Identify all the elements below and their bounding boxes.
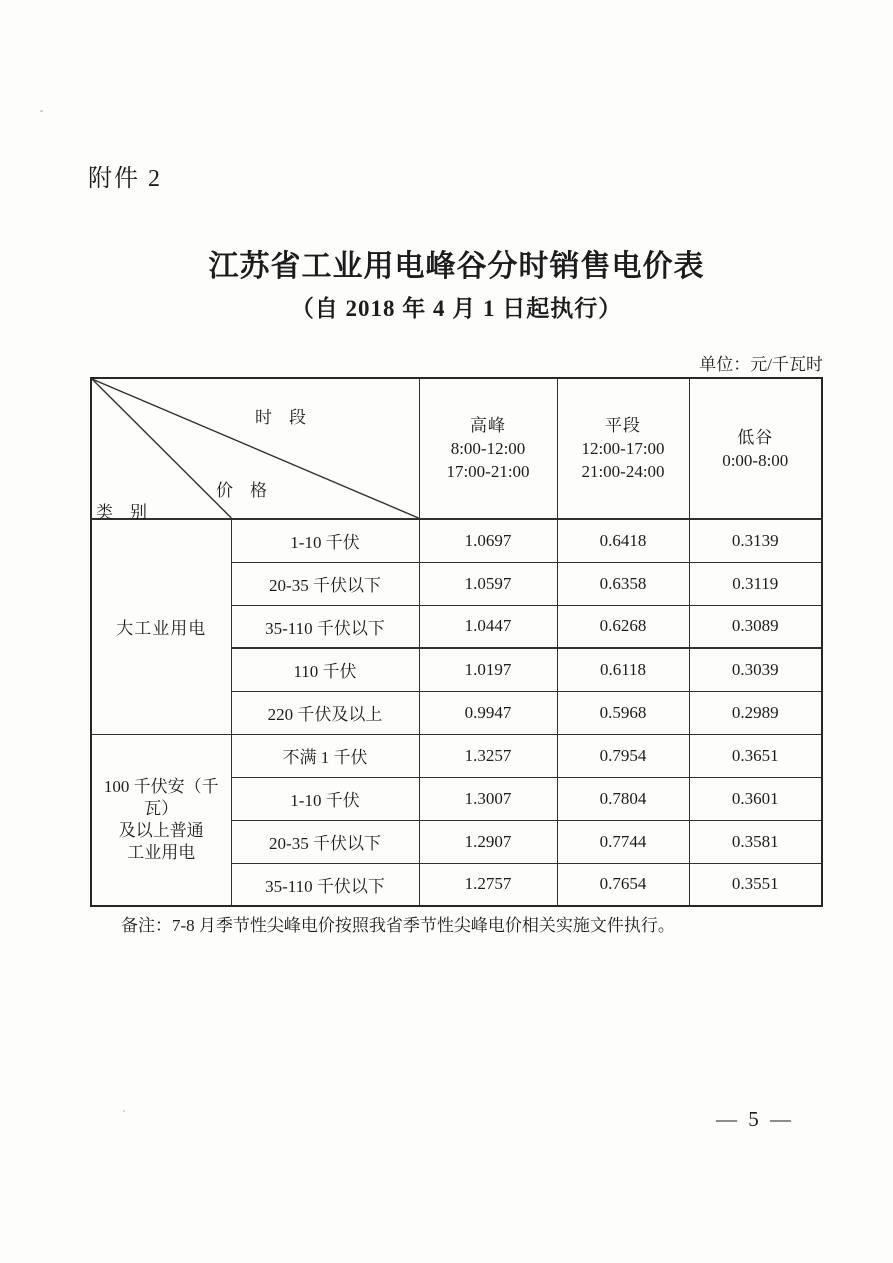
voltage-tier-label: 220 千伏及以上 bbox=[231, 691, 419, 734]
price-peak: 1.0597 bbox=[419, 562, 557, 605]
price-peak: 1.0697 bbox=[419, 519, 557, 562]
column-time-range: 21:00-24:00 bbox=[581, 462, 665, 481]
category-cell-large-industry: 大工业用电 bbox=[91, 519, 231, 734]
document-subtitle: （自 2018 年 4 月 1 日起执行） bbox=[290, 296, 623, 321]
voltage-tier-label: 110 千伏 bbox=[231, 648, 419, 691]
price-valley: 0.3139 bbox=[689, 519, 822, 562]
price-peak: 1.2757 bbox=[419, 863, 557, 906]
voltage-tier-label: 35-110 千伏以下 bbox=[231, 863, 419, 906]
table-row bbox=[91, 734, 822, 777]
voltage-tier-label: 1-10 千伏 bbox=[231, 519, 419, 562]
price-peak: 1.2907 bbox=[419, 820, 557, 863]
price-valley: 0.3601 bbox=[689, 777, 822, 820]
price-valley: 0.3119 bbox=[689, 562, 822, 605]
column-time-range: 17:00-21:00 bbox=[446, 462, 530, 481]
price-flat: 0.6358 bbox=[557, 562, 689, 605]
price-valley: 0.3039 bbox=[689, 648, 822, 691]
unit-label: 单位：元/千瓦时 bbox=[699, 355, 823, 374]
category-line: 100 千伏安（千瓦） bbox=[103, 776, 219, 818]
price-flat: 0.6268 bbox=[557, 605, 689, 648]
column-header-valley bbox=[689, 378, 822, 519]
column-name: 平段 bbox=[605, 416, 641, 435]
price-valley: 0.2989 bbox=[689, 691, 822, 734]
price-flat: 0.6118 bbox=[557, 648, 689, 691]
price-flat: 0.7954 bbox=[557, 734, 689, 777]
table-row bbox=[91, 519, 822, 562]
column-header-peak bbox=[419, 378, 557, 519]
document-title: 江苏省工业用电峰谷分时销售电价表 bbox=[208, 250, 705, 283]
column-name: 低谷 bbox=[737, 427, 774, 447]
column-time-range: 0:00-8:00 bbox=[722, 450, 789, 470]
column-header-flat bbox=[557, 378, 689, 519]
price-valley: 0.3551 bbox=[689, 863, 822, 906]
column-name: 高峰 bbox=[470, 416, 506, 435]
price-valley: 0.3651 bbox=[689, 734, 822, 777]
category-cell-ordinary-industry bbox=[91, 734, 231, 906]
scan-speckle bbox=[40, 110, 43, 112]
voltage-tier-label: 35-110 千伏以下 bbox=[231, 605, 419, 648]
price-peak: 1.0447 bbox=[419, 605, 557, 648]
price-peak: 1.0197 bbox=[419, 648, 557, 691]
voltage-tier-label: 20-35 千伏以下 bbox=[231, 562, 419, 605]
price-flat: 0.7804 bbox=[557, 777, 689, 820]
price-flat: 0.7654 bbox=[557, 863, 689, 906]
price-table bbox=[90, 377, 823, 907]
corner-label-price: 价 格 bbox=[216, 481, 267, 500]
voltage-tier-label: 1-10 千伏 bbox=[231, 777, 419, 820]
attachment-label: 附件 2 bbox=[88, 166, 162, 192]
column-time-range: 12:00-17:00 bbox=[581, 439, 665, 458]
price-flat: 0.5968 bbox=[557, 691, 689, 734]
footnote: 备注：7-8 月季节性尖峰电价按照我省季节性尖峰电价相关实施文件执行。 bbox=[121, 916, 675, 935]
corner-header-cell bbox=[91, 378, 419, 522]
voltage-tier-label: 20-35 千伏以下 bbox=[231, 820, 419, 863]
price-valley: 0.3089 bbox=[689, 605, 822, 648]
category-line: 工业用电 bbox=[127, 842, 196, 862]
corner-label-category: 类 别 bbox=[96, 503, 147, 522]
price-peak: 1.3257 bbox=[419, 734, 557, 777]
voltage-tier-label: 不满 1 千伏 bbox=[231, 734, 419, 777]
price-flat: 0.7744 bbox=[557, 820, 689, 863]
price-peak: 0.9947 bbox=[419, 691, 557, 734]
price-valley: 0.3581 bbox=[689, 820, 822, 863]
price-flat: 0.6418 bbox=[557, 519, 689, 562]
page-number: — 5 — bbox=[716, 1107, 794, 1131]
corner-label-time: 时 段 bbox=[255, 408, 306, 427]
scan-speckle bbox=[123, 1110, 125, 1112]
column-time-range: 8:00-12:00 bbox=[450, 439, 526, 458]
table-header-row bbox=[91, 378, 822, 519]
category-line: 及以上普通 bbox=[118, 820, 204, 840]
price-peak: 1.3007 bbox=[419, 777, 557, 820]
